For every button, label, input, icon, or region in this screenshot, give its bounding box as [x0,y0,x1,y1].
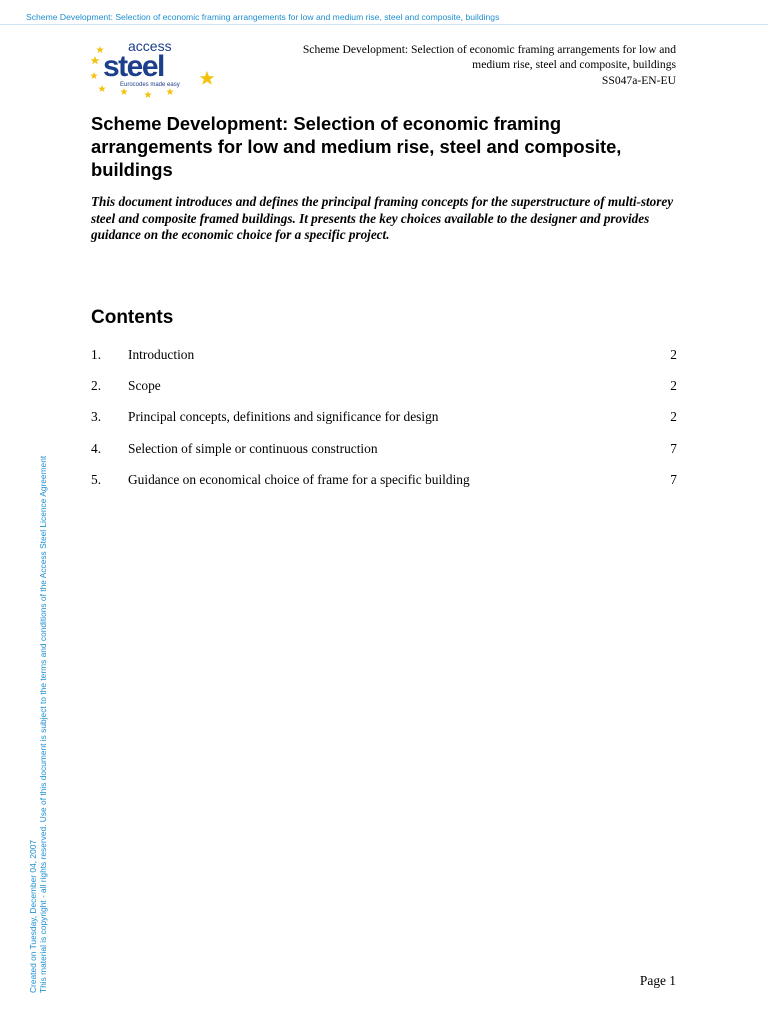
toc-entry-number: 4. [91,441,102,456]
toc-entry-number: 5. [91,472,102,487]
logo-tagline-text: Eurocodes made easy [120,82,180,88]
header-title-line1: Scheme Development: Selection of economic framing arrangements for low and [302,43,676,56]
created-date-text: Created on Tuesday, December 04, 2007 [28,839,38,993]
document-abstract: This document introduces and defines the principal framing concepts for the superstructure of multi-storey steel and composite framed buildings. It presents the key choices available to the designer and provides guidance on the economic choice for a specific project. [91,194,674,243]
toc-entry-page: 7 [670,441,677,456]
top-running-header [0,0,768,24]
toc-entry[interactable] [91,409,677,427]
toc-entry-title: Selection of simple or continuous construction [128,441,378,456]
top-divider [0,24,768,25]
toc-entry[interactable] [91,441,677,459]
toc-entry[interactable] [91,378,677,396]
toc-entry-number: 1. [91,347,102,362]
top-running-header-text: Scheme Development: Selection of economic framing arrangements for low and medium rise, steel and composite, buildings [26,12,500,22]
toc-entry-title: Scope [128,378,161,393]
toc-entry[interactable] [91,347,677,365]
toc-entry-title: Principal concepts, definitions and significance for design [128,409,439,424]
toc-entry-page: 2 [670,378,677,393]
toc-entry[interactable] [91,472,677,490]
logo-steel-text: steel [103,50,164,83]
toc-entry-number: 2. [91,378,102,393]
toc-entry-title: Introduction [128,347,195,362]
header-title-line2: medium rise, steel and composite, buildings [472,58,676,71]
toc-entry-title: Guidance on economical choice of frame for a specific building [128,472,470,487]
logo-access-text: access [128,38,172,54]
page-number: Page 1 [639,973,676,988]
copyright-side-note [28,433,48,993]
toc-entry-page: 2 [670,409,677,424]
copyright-text: This material is copyright - all rights reserved. Use of this document is subject to the terms and conditions of the Access Steel Licence Agreement [38,455,48,993]
document-code: SS047a-EN-EU [601,74,676,87]
toc-entry-number: 3. [91,409,102,424]
document-title: Scheme Development: Selection of economic framing arrangements for low and medium rise, steel and composite, buildings [91,113,622,180]
toc-entry-page: 2 [670,347,677,362]
contents-heading: Contents [91,307,174,328]
toc-entry-page: 7 [670,472,677,487]
access-steel-logo [90,38,220,100]
document-header [236,42,676,88]
